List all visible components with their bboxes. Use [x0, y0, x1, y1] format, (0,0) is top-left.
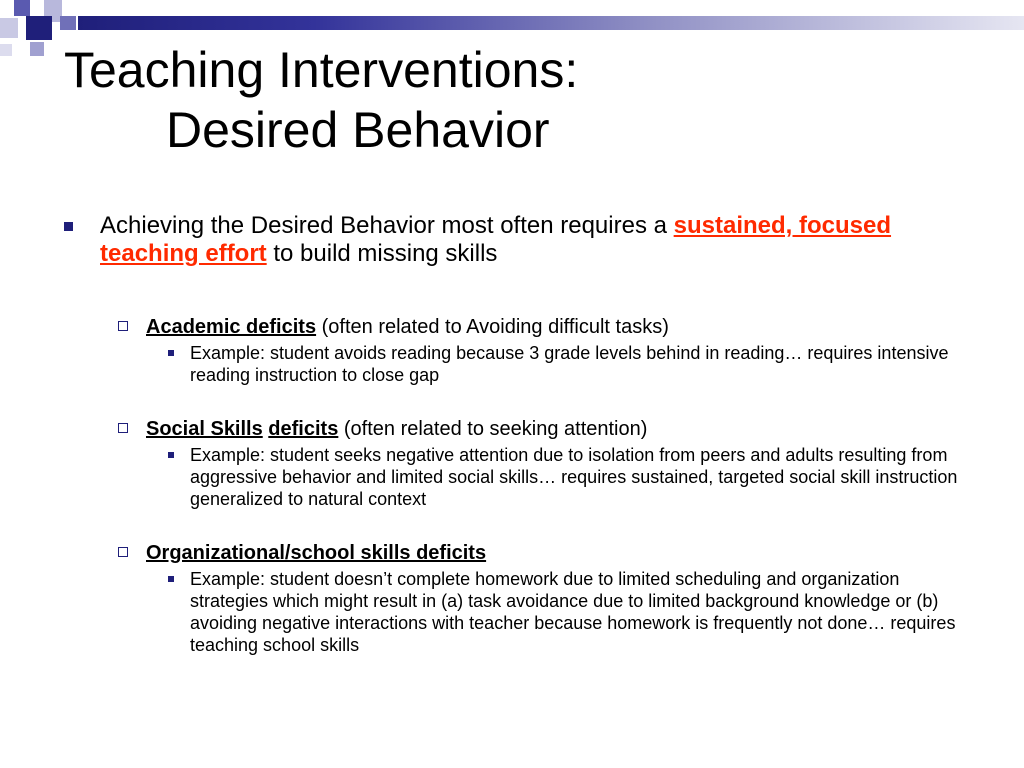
hollow-square-bullet-icon [118, 547, 128, 557]
decor-square [26, 16, 52, 40]
section-social-skills [146, 417, 980, 441]
decor-square [60, 16, 76, 30]
main-bullet-text-before: Achieving the Desired Behavior most often requires a [100, 212, 674, 239]
header-gradient-bar [78, 16, 1024, 30]
title-line-1: Teaching Interventions: [64, 42, 579, 98]
example-text: Example: student avoids reading because 3 grade levels behind in reading… requires intensive reading instruction to close gap [190, 343, 949, 385]
decor-square [0, 44, 12, 56]
main-bullet-text-after: to build missing skills [266, 240, 498, 267]
square-bullet-icon [64, 222, 73, 231]
section-organizational [146, 541, 980, 565]
example-text: Example: student seeks negative attention due to isolation from peers and adults resulting from aggressive behavior and limited social skills… requires sustained, targeted social skill instruction generalized to natural context [190, 445, 958, 509]
slide-title [64, 40, 578, 160]
decor-square [14, 0, 30, 16]
section-paren: (often related to seeking attention) [338, 418, 648, 440]
decor-square [30, 42, 44, 56]
small-square-bullet-icon [168, 452, 174, 458]
main-bullet [60, 212, 980, 268]
main-bullet-emphasis: sustained, focused teaching effort [100, 212, 892, 267]
example-text: Example: student doesn’t complete homework due to limited scheduling and organization strategies which might result in (a) task avoidance due to limited background knowledge or (b) avoiding negative interactions with teacher because homework is frequently not done… requires teaching school skills [190, 569, 956, 655]
hollow-square-bullet-icon [118, 321, 128, 331]
decor-square [0, 18, 18, 38]
section-heading: Organizational/school skills deficits [146, 542, 487, 564]
section-heading-part-2: deficits [268, 418, 339, 440]
title-line-2: Desired Behavior [166, 102, 550, 158]
section-heading-part-1: Social Skills [146, 418, 263, 440]
section-heading: Academic deficits [146, 316, 317, 338]
example-social-skills [190, 444, 960, 510]
small-square-bullet-icon [168, 350, 174, 356]
section-academic [146, 315, 980, 339]
example-organizational [190, 568, 960, 656]
section-paren: (often related to Avoiding difficult tasks) [316, 316, 669, 338]
small-square-bullet-icon [168, 576, 174, 582]
hollow-square-bullet-icon [118, 423, 128, 433]
example-academic [190, 342, 960, 386]
slide-body [60, 212, 980, 656]
